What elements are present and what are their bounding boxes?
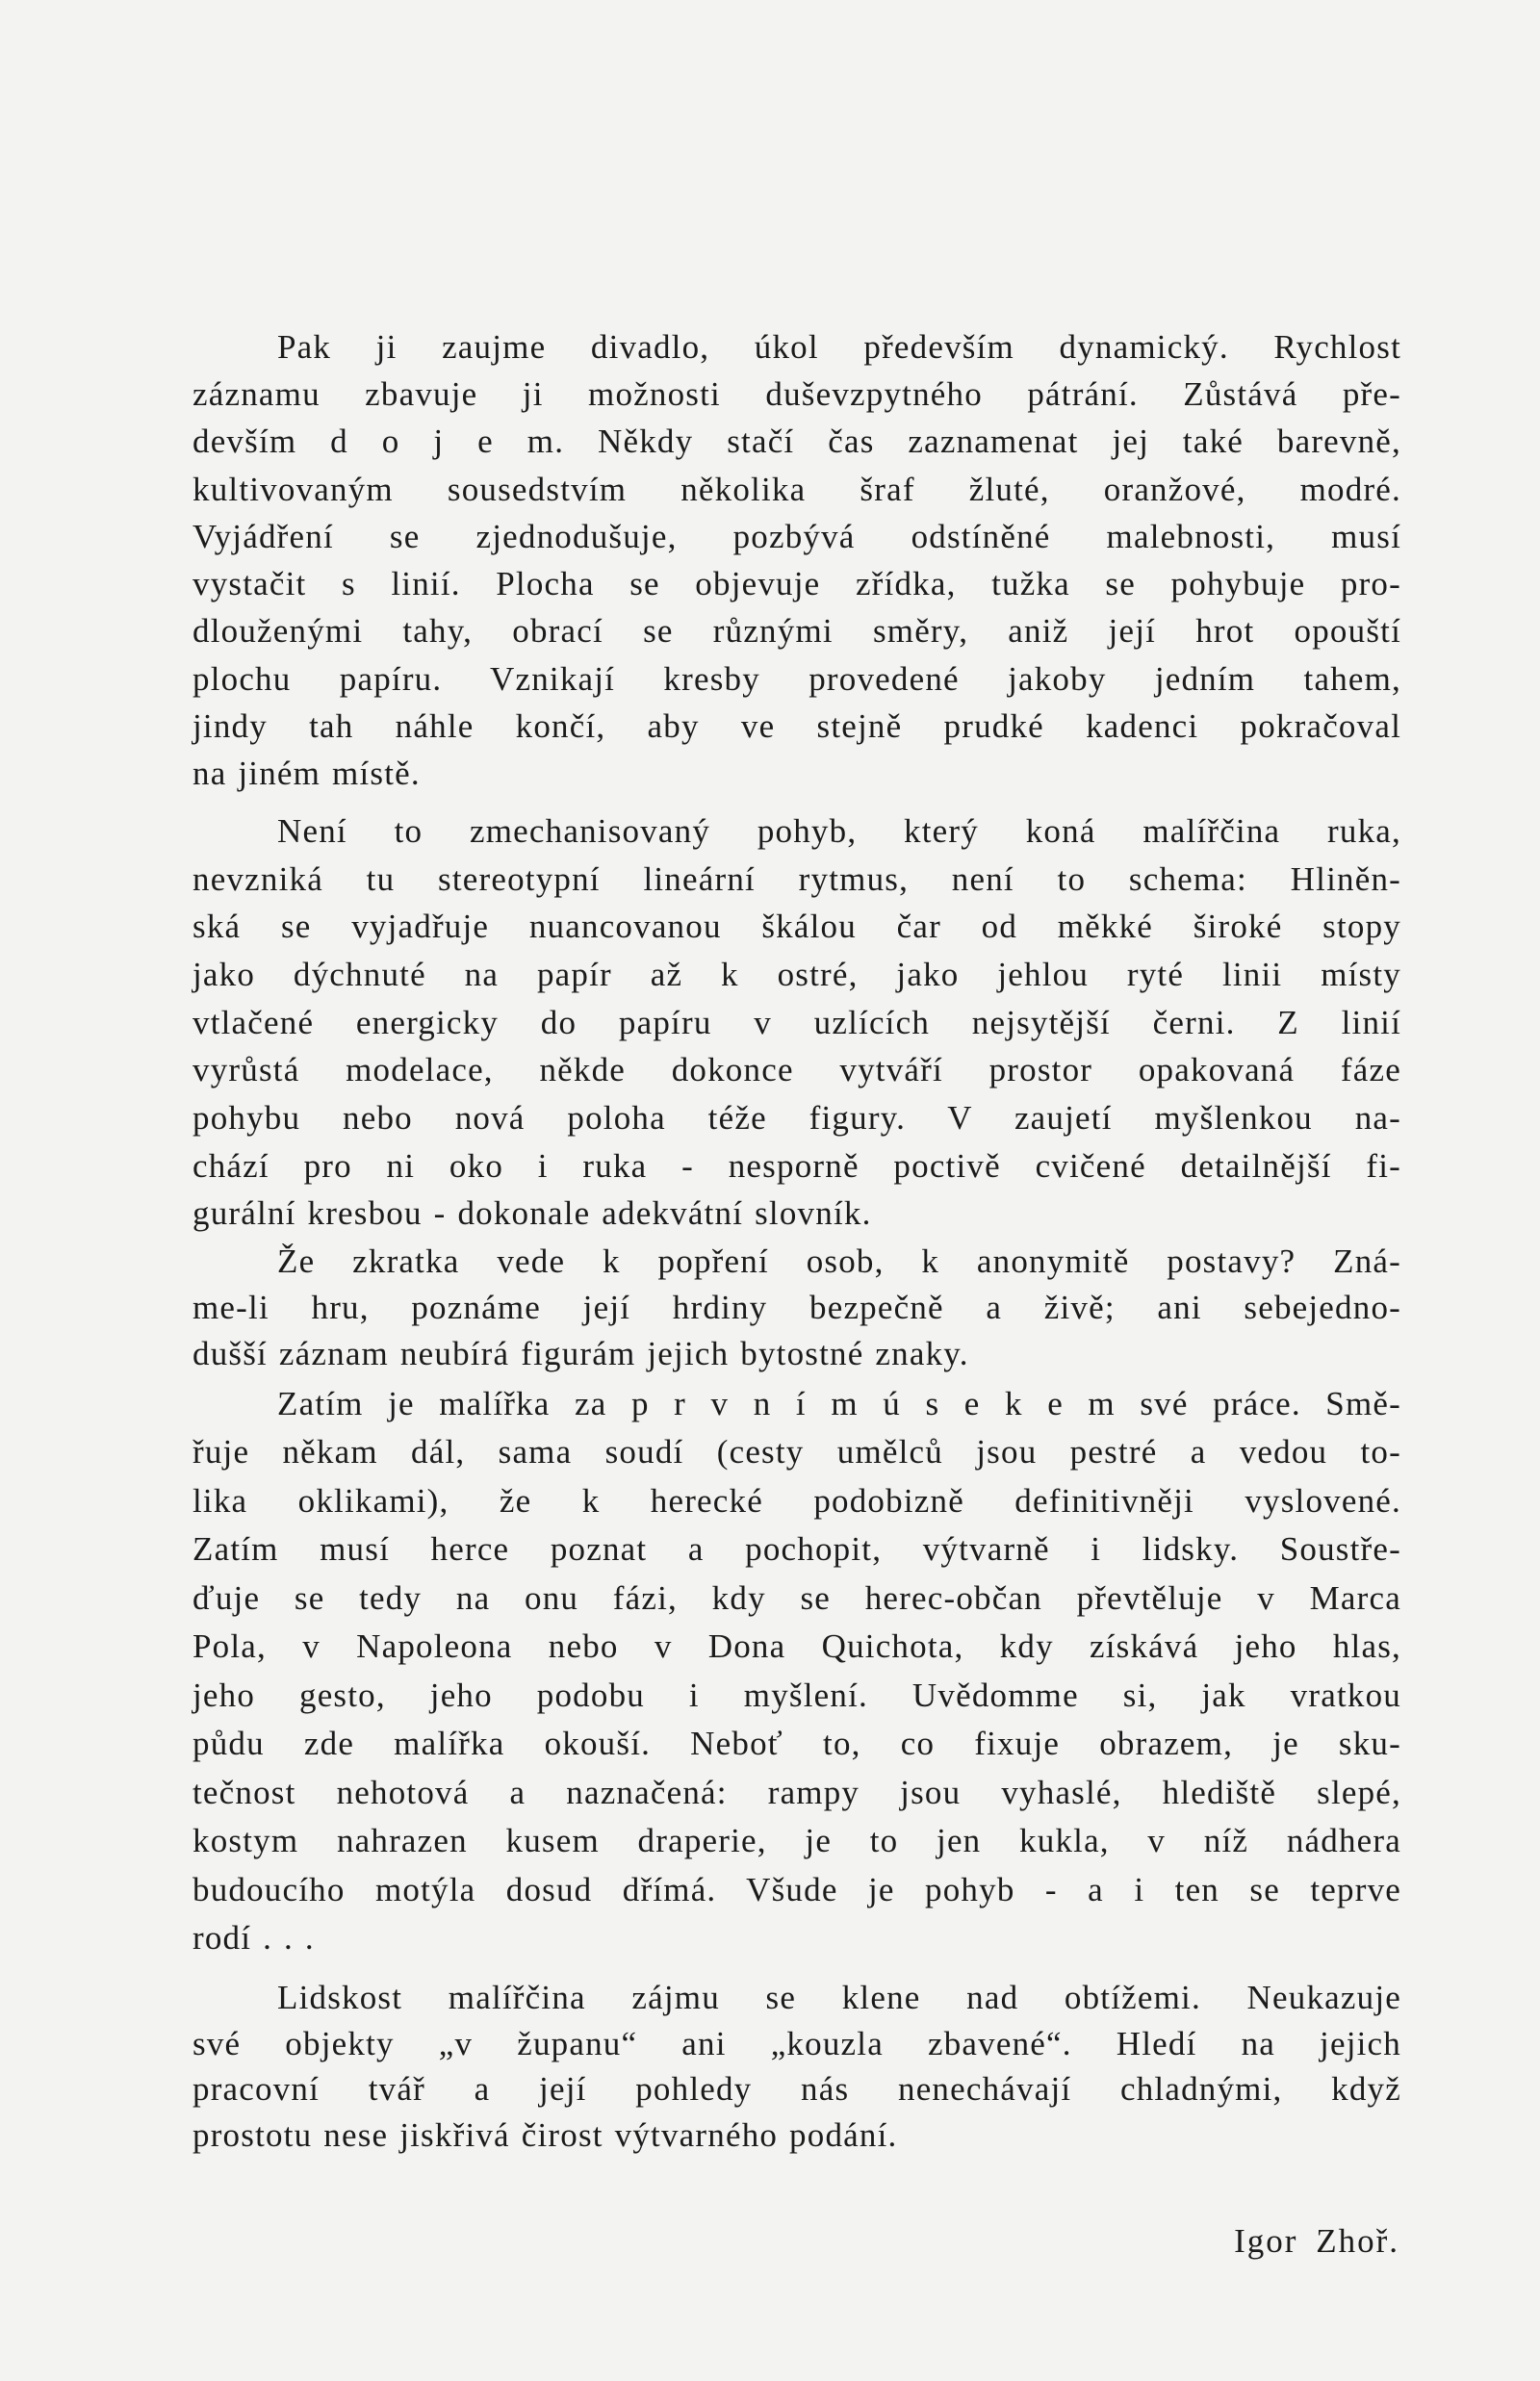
text-line: pracovní tvář a její pohledy nás nenechávají chladnými, když [192,2070,1401,2108]
text-line: záznamu zbavuje ji možnosti duševzpytného pátrání. Zůstává pře- [192,375,1401,413]
text-line: Lidskost malířčina zájmu se klene nad obtížemi. Neukazuje [277,1979,1401,2016]
text-line: rodí . . . [192,1919,315,1957]
text-line: Není to zmechanisovaný pohyb, který koná malířčina ruka, [277,812,1401,850]
text-line: na jiném místě. [192,755,421,792]
text-line: nevzniká tu stereotypní lineární rytmus, není to schema: Hliněn- [192,860,1401,898]
text-line: půdu zde malířka okouší. Neboť to, co fixuje obrazem, je sku- [192,1725,1401,1762]
text-line: jeho gesto, jeho podobu i myšlení. Uvědomme si, jak vratkou [192,1677,1401,1714]
text-line: Pola, v Napoleona nebo v Dona Quichota, kdy získává jeho hlas, [192,1627,1401,1665]
text-line: Vyjádření se zjednodušuje, pozbývá odstíněné malebnosti, musí [192,518,1401,555]
text-line: dušší záznam neubírá figurám jejich bytostné znaky. [192,1335,969,1372]
text-line: vystačit s linií. Plocha se objevuje zřídka, tužka se pohybuje pro- [192,565,1401,602]
text-line: Že zkratka vede k popření osob, k anonymitě postavy? Zná- [277,1242,1401,1280]
text-line: jako dýchnuté na papír až k ostré, jako jehlou ryté linii místy [192,956,1401,993]
text-line: pohybu nebo nová poloha téže figury. V zaujetí myšlenkou na- [192,1099,1401,1137]
text-line: prostotu nese jiskřivá čirost výtvarného podání. [192,2116,898,2154]
text-line: tečnost nehotová a naznačená: rampy jsou vyhaslé, hlediště slepé, [192,1774,1401,1811]
text-line: budoucího motýla dosud dřímá. Všude je pohyb - a i ten se teprve [192,1871,1401,1908]
text-line: devším d o j e m. Někdy stačí čas zaznamenat jej také barevně, [192,422,1401,460]
text-line: Pak ji zaujme divadlo, úkol především dynamický. Rychlost [277,328,1401,366]
text-line: plochu papíru. Vznikají kresby provedené jakoby jedním tahem, [192,660,1401,698]
text-line: vtlačené energicky do papíru v uzlících nejsytější černi. Z linií [192,1004,1401,1041]
text-line: gurální kresbou - dokonale adekvátní slovník. [192,1194,872,1232]
text-line: lika oklikami), že k herecké podobizně definitivněji vyslovené. [192,1482,1401,1520]
text-line: me-li hru, poznáme její hrdiny bezpečně a živě; ani sebejedno- [192,1289,1401,1326]
text-line: ská se vyjadřuje nuancovanou škálou čar od měkké široké stopy [192,908,1401,945]
author-signature: Igor Zhoř. [1234,2222,1399,2260]
text-line: jindy tah náhle končí, aby ve stejně prudké kadenci pokračoval [192,707,1401,745]
text-line: své objekty „v županu“ ani „kouzla zbavené“. Hledí na jejich [192,2025,1401,2062]
text-line: Zatím musí herce poznat a pochopit, výtvarně i lidsky. Soustře- [192,1530,1401,1568]
text-line: vyrůstá modelace, někde dokonce vytváří prostor opakovaná fáze [192,1051,1401,1088]
text-line: kultivovaným sousedstvím několika šraf žluté, oranžové, modré. [192,471,1401,508]
text-line: kostym nahrazen kusem draperie, je to jen kukla, v níž nádhera [192,1822,1401,1859]
text-line: chází pro ni oko i ruka - nesporně poctivě cvičené detailnější fi- [192,1147,1401,1185]
text-line: řuje někam dál, sama soudí (cesty umělců jsou pestré a vedou to- [192,1433,1401,1471]
text-line: dlouženými tahy, obrací se různými směry, aniž její hrot opouští [192,612,1401,650]
text-line: ďuje se tedy na onu fázi, kdy se herec-občan převtěluje v Marca [192,1579,1401,1617]
text-line: Zatím je malířka za p r v n í m ú s e k e m své práce. Smě- [277,1385,1401,1422]
